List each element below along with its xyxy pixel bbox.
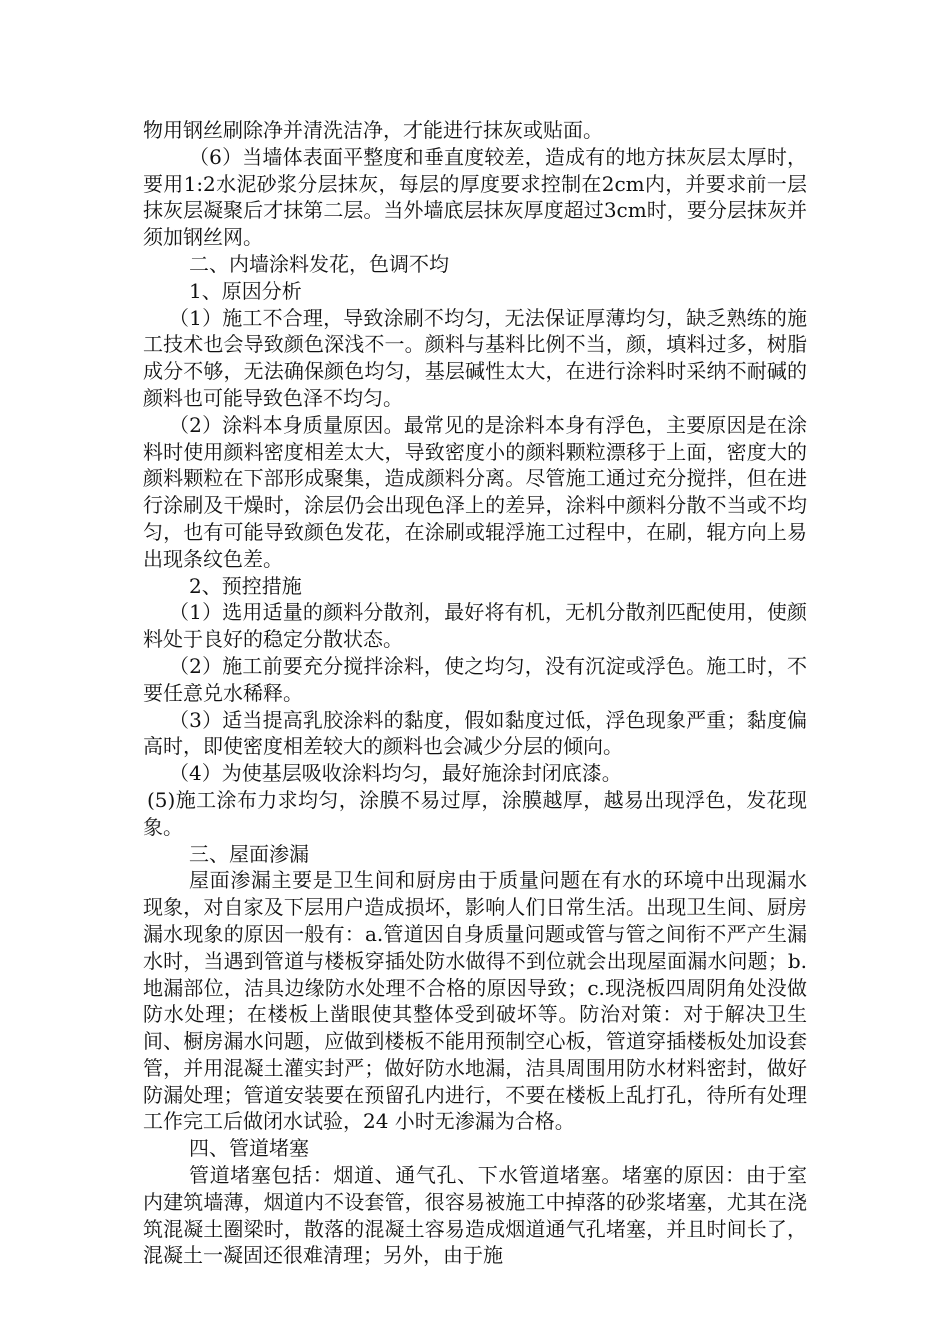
paragraph-cause-1: （1）施工不合理，导致涂刷不均匀，无法保证厚薄均匀，缺乏熟练的施工技术也会导致颜色深浅不一。颜料与基料比例不当，颜，填料过多，树脂成分不够，无法确保颜色均匀，基层碱性太大，在进行涂料时采纳不耐碱的颜料也可能导致色泽不均匀。 — [143, 305, 807, 410]
paragraph-prevention-5: (5)施工涂布力求均匀，涂膜不易过厚，涂膜越厚，越易出现浮色，发花现象。 — [143, 787, 807, 839]
section-heading-2: 二、内墙涂料发花，色调不均 — [189, 251, 449, 276]
paragraph-prevention-1: （1）选用适量的颜料分散剂，最好将有机，无机分散剂匹配使用，使颜料处于良好的稳定分散状态。 — [143, 600, 807, 652]
paragraph-cause-2: （2）涂料本身质量原因。最常见的是涂料本身有浮色，主要原因是在涂料时使用颜料密度相差太大，导致密度小的颜料颗粒漂移于上面，密度大的颜料颗粒在下部形成聚集，造成颜料分离。尽管施工通过充分搅拌，但在进行涂刷及干燥时，涂层仍会出现色泽上的差异，涂料中颜料分散不当或不均匀，也有可能导致颜色发花，在涂刷或辊浮施工过程中，在刷，辊方向上易出现条纹色差。 — [143, 412, 807, 571]
section-heading-3: 三、屋面渗漏 — [189, 841, 309, 866]
document-page — [143, 117, 807, 1269]
paragraph-prevention-3: （3）适当提高乳胶涂料的黏度，假如黏度过低，浮色现象严重；黏度偏高时，即使密度相差较大的颜料也会减少分层的倾向。 — [143, 707, 807, 759]
section-heading-4: 四、管道堵塞 — [189, 1136, 309, 1161]
paragraph-roof-leakage: 屋面渗漏主要是卫生间和厨房由于质量问题在有水的环境中出现漏水现象，对自家及下层用户造成损坏，影响人们日常生活。出现卫生间、厨房漏水现象的原因一般有：a.管道因自身质量问题或管与管之间衔不严产生漏水时，当遇到管道与楼板穿插处防水做得不到位就会出现屋面漏水问题；b.地漏部位，洁具边缘防水处理不合格的原因导致；c.现浇板四周阴角处没做防水处理；在楼板上凿眼使其整体受到破坏等。防治对策：对于解决卫生间、橱房漏水问题，应做到楼板不能用预制空心板，管道穿插楼板处加设套管，并用混凝土灌实封严；做好防水地漏，洁具周围用防水材料密封，做好防漏处理；管道安装要在预留孔内进行，不要在楼板上乱打孔，待所有处理工作完工后做闭水试验，24 小时无渗漏为合格。 — [143, 868, 807, 1134]
paragraph-prevention-2: （2）施工前要充分搅拌涂料，使之均匀，没有沉淀或浮色。施工时，不要任意兑水稀释。 — [143, 653, 807, 705]
paragraph-prevention-4: （4）为使基层吸收涂料均匀，最好施涂封闭底漆。 — [169, 761, 622, 786]
paragraph-item-6: （6）当墙体表面平整度和垂直度较差，造成有的地方抹灰层太厚时，要用1:2水泥砂浆分层抹灰，每层的厚度要求控制在2cm内，并要求前一层抹灰层凝聚后才抹第二层。当外墙底层抹灰厚度超过3cm时，要分层抹灰并须加钢丝网。 — [143, 144, 807, 250]
paragraph-pipe-blockage: 管道堵塞包括：烟道、通气孔、下水管道堵塞。堵塞的原因：由于室内建筑墙薄，烟道内不设套管，很容易被施工中掉落的砂浆堵塞，尤其在浇筑混凝土圈梁时，散落的混凝土容易造成烟道通气孔堵塞，并且时间长了，混凝土一凝固还很难清理；另外，由于施 — [143, 1163, 807, 1268]
paragraph-continuation: 物用钢丝刷除净并清洗洁净，才能进行抹灰或贴面。 — [143, 118, 603, 142]
subsection-heading-prevention: 2、预控措施 — [189, 573, 302, 598]
subsection-heading-cause-analysis: 1、原因分析 — [189, 278, 302, 303]
